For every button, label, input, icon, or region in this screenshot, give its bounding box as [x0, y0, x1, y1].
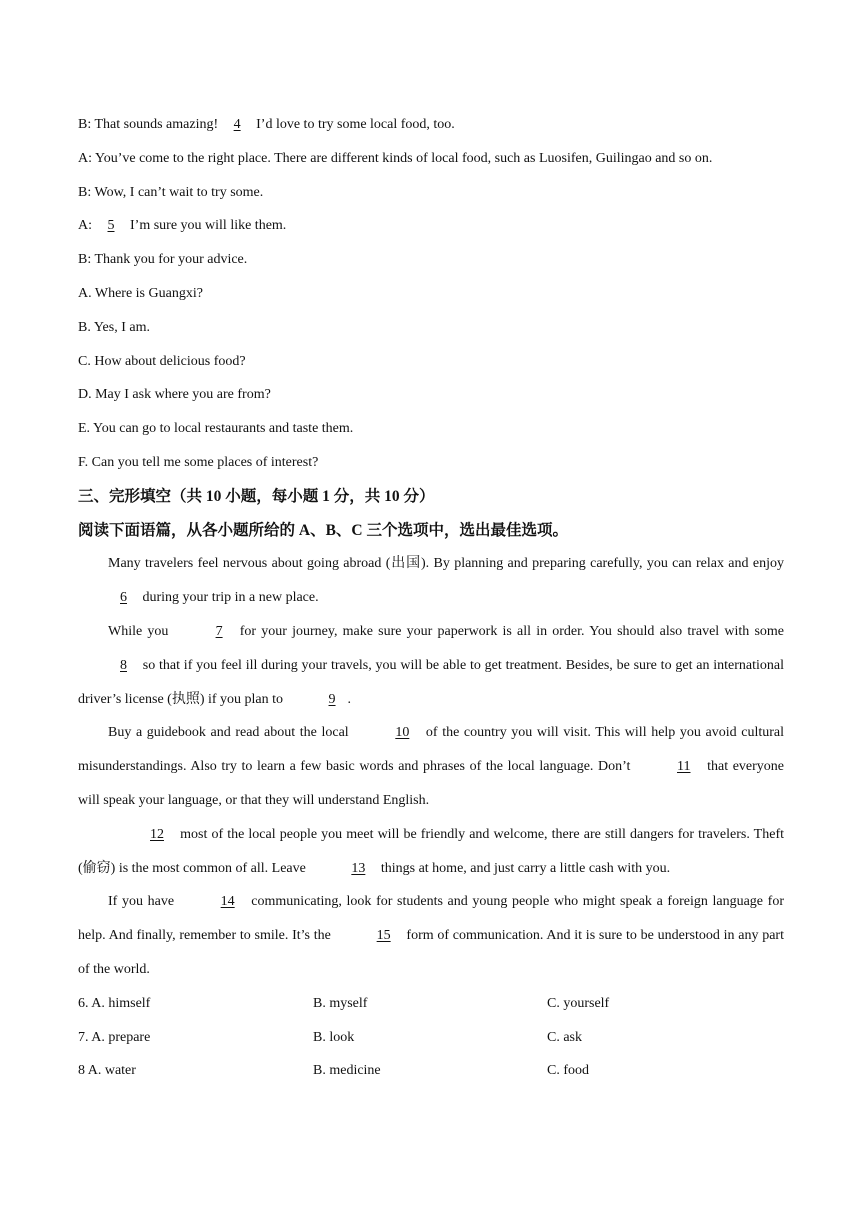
dialogue-text: You’ve come to the right place. There are different kinds of local food, such as Luosifen, Guilingao and so on.	[92, 150, 713, 166]
answer-blank[interactable]: 14	[220, 894, 235, 910]
passage-paragraph	[78, 716, 784, 817]
dialogue-text: Thank you for your advice.	[91, 252, 248, 268]
answer-blank[interactable]: 8	[120, 657, 127, 673]
passage-paragraph	[78, 615, 784, 716]
answer-blank[interactable]: 15	[376, 928, 391, 944]
passage-text: that everyone will speak your language, or that they will understand English.	[78, 759, 784, 808]
passage-paragraph	[78, 818, 784, 886]
answer-blank[interactable]: 11	[677, 759, 691, 775]
dialogue-line	[78, 108, 784, 142]
passage-text: things at home, and just carry a little cash with you.	[377, 860, 671, 876]
passage-text: form of communication. And it is sure to be understood in any part of the world.	[78, 928, 784, 977]
passage-paragraph	[78, 547, 784, 615]
choice-item: B. Yes, I am.	[78, 319, 150, 335]
option-row	[78, 987, 784, 1021]
answer-blank[interactable]: 4	[233, 117, 241, 132]
dialogue-line	[78, 243, 784, 277]
option-row	[78, 1021, 784, 1055]
dialogue-text: I’m sure you will like them.	[126, 218, 287, 234]
choice-item: F. Can you tell me some places of interest?	[78, 454, 319, 470]
option-c[interactable]: C. ask	[547, 1029, 582, 1045]
page-content	[78, 108, 784, 1088]
option-a[interactable]: 6. A. himself	[78, 995, 151, 1011]
dialogue-line	[78, 209, 784, 243]
speaker: B:	[78, 117, 92, 132]
passage-text: communicating, look for students and young people who might speak a foreign language for help. And finally, remember to smile. It’s the	[78, 894, 784, 944]
passage-text: Buy a guidebook and read about the local	[108, 725, 354, 741]
dialogue-line	[78, 142, 784, 176]
passage-paragraph	[78, 885, 784, 986]
section-instruction: 阅读下面语篇，从各小题所给的 A、B、C 三个选项中，选出最佳选项。	[78, 521, 568, 539]
answer-blank[interactable]: 6	[120, 590, 127, 606]
option-a[interactable]: 7. A. prepare	[78, 1029, 151, 1045]
choice-item: E. You can go to local restaurants and taste them.	[78, 421, 354, 437]
answer-blank[interactable]: 9	[328, 691, 336, 707]
passage-text: Many travelers feel nervous about going abroad (出国). By planning and preparing carefully, you can relax and enjoy	[108, 556, 784, 572]
speaker: B:	[78, 252, 92, 268]
speaker: A:	[78, 218, 92, 234]
dialogue-text: I’d love to try some local food, too.	[252, 117, 455, 132]
passage-text: While you	[108, 623, 174, 639]
dialogue-text: Wow, I can’t wait to try some.	[91, 184, 264, 200]
answer-blank[interactable]: 7	[215, 623, 223, 639]
passage-text: during your trip in a new place.	[139, 590, 319, 606]
answer-blank[interactable]: 12	[150, 826, 164, 842]
option-row	[78, 1054, 784, 1088]
speaker: B:	[78, 184, 92, 200]
passage-text: of the country you will visit. This will help you avoid cultural misunderstandings. Also try to learn a few basic words and phrases of the local language. Don’t	[78, 725, 785, 775]
option-b[interactable]: B. look	[313, 1029, 355, 1045]
answer-blank[interactable]: 5	[107, 218, 115, 234]
choice-item: C. How about delicious food?	[78, 353, 246, 369]
speaker: A:	[78, 150, 92, 166]
passage-text: .	[347, 691, 352, 707]
dialogue-line	[78, 176, 784, 210]
passage-text: most of the local people you meet will be friendly and welcome, there are still dangers for travelers. Theft (偷窃) is the most common of all. Leave	[78, 826, 784, 876]
choice-item: A. Where is Guangxi?	[78, 285, 203, 301]
passage-text: If you have	[108, 894, 179, 910]
choice-item: D. May I ask where you are from?	[78, 387, 271, 403]
option-b[interactable]: B. myself	[313, 995, 368, 1011]
answer-blank[interactable]: 10	[395, 725, 410, 741]
section-title: 三、完形填空（共 10 小题，每小题 1 分，共 10 分）	[78, 487, 435, 505]
option-c[interactable]: C. food	[547, 1063, 589, 1079]
passage-text: for your journey, make sure your paperwork is all in order. You should also travel with some	[234, 623, 784, 639]
passage-text: so that if you feel ill during your travels, you will be able to get treatment. Besides, be sure to get an international driver’s license (执照) if you plan to	[78, 657, 784, 707]
option-b[interactable]: B. medicine	[313, 1063, 381, 1079]
option-c[interactable]: C. yourself	[547, 995, 610, 1011]
dialogue-text: That sounds amazing!	[91, 117, 222, 132]
answer-blank[interactable]: 13	[351, 860, 366, 876]
option-a[interactable]: 8 A. water	[78, 1063, 136, 1079]
